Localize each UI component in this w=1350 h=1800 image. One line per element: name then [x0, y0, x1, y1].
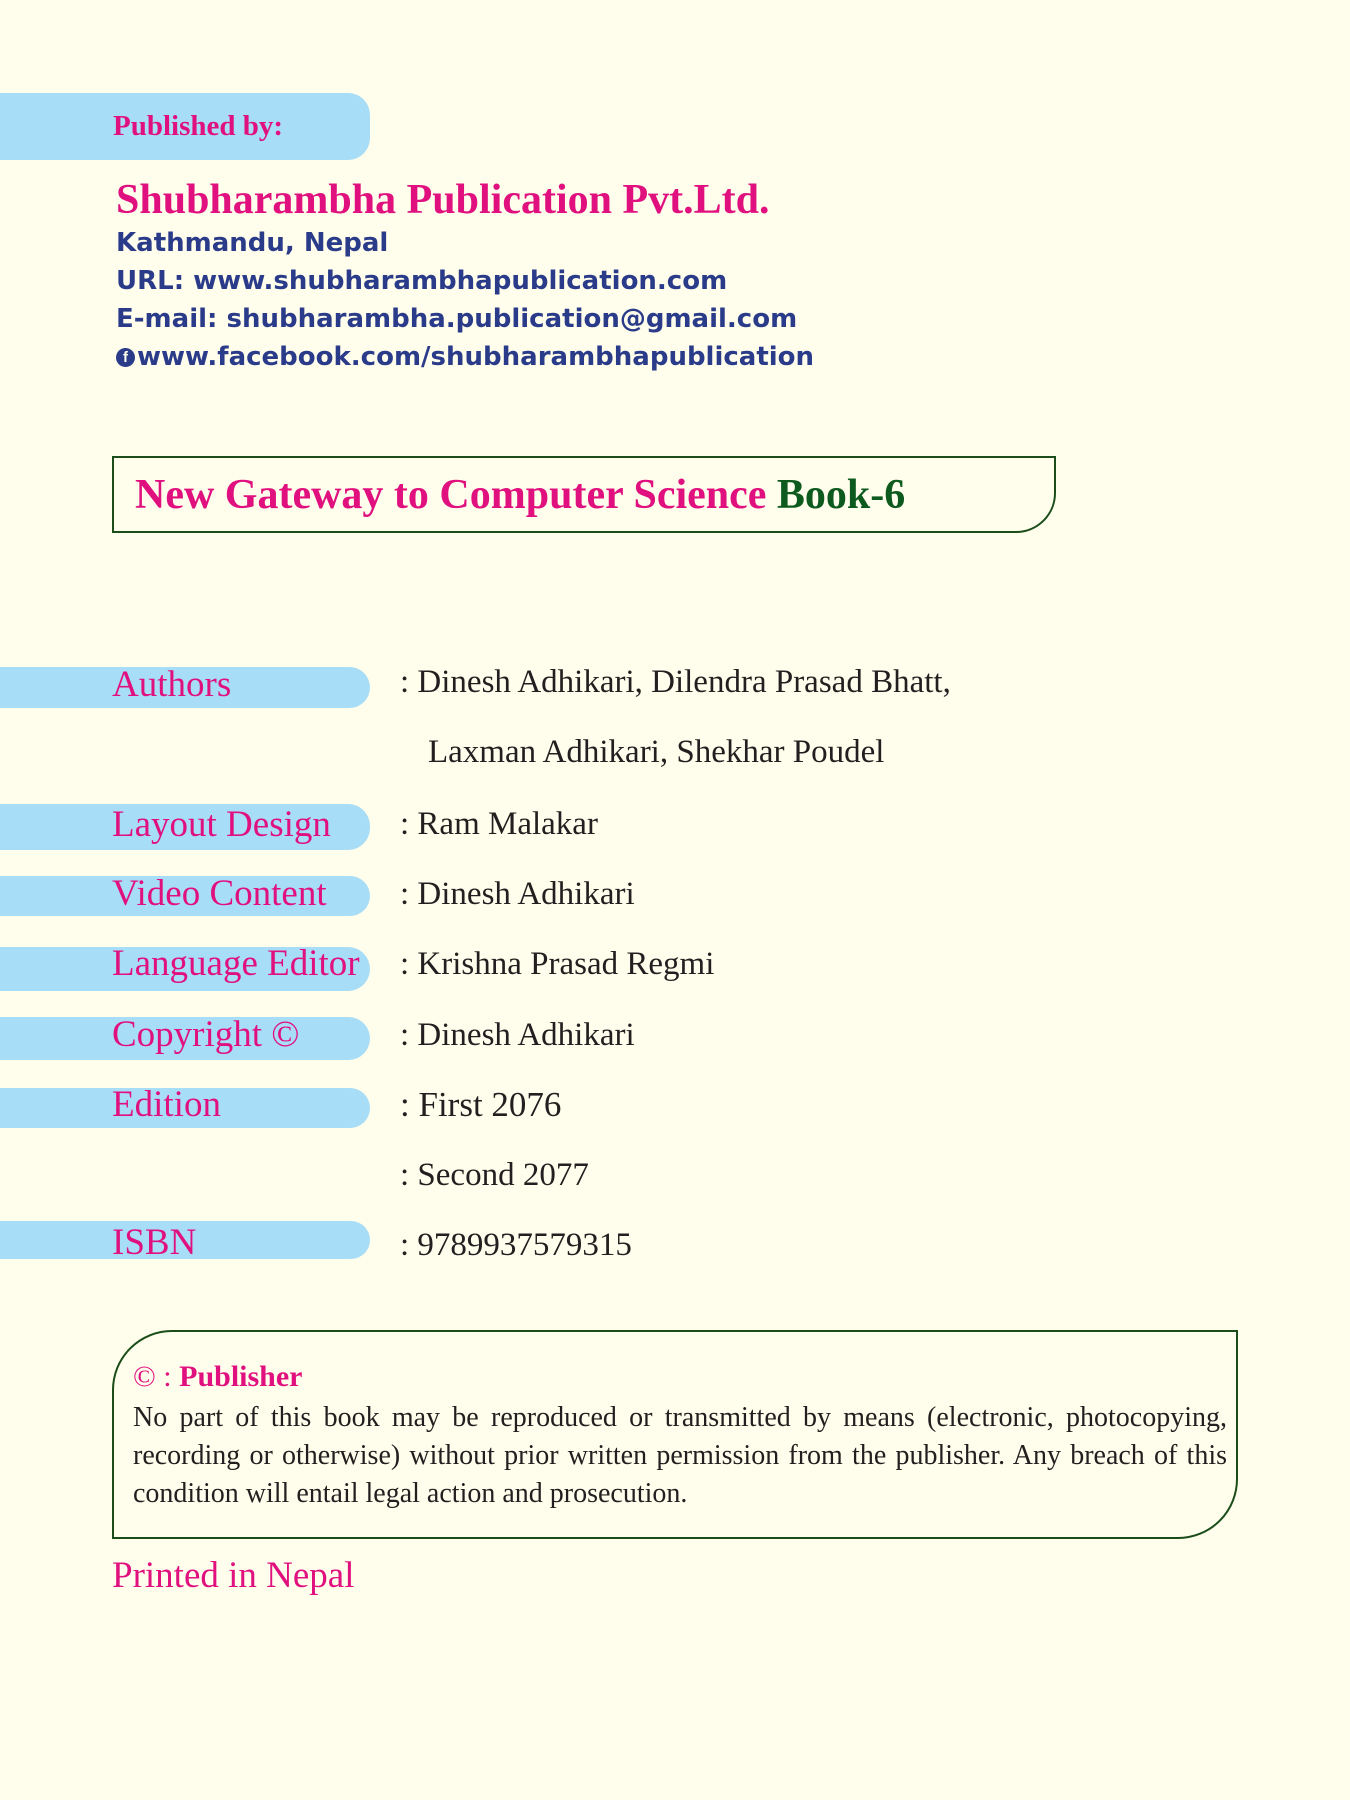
- video-content-value: : Dinesh Adhikari: [400, 876, 635, 912]
- publisher-facebook-line: [116, 342, 814, 372]
- layout-design-value: : Ram Malakar: [400, 806, 598, 842]
- authors-value-line1: : Dinesh Adhikari, Dilendra Prasad Bhatt,: [400, 664, 951, 700]
- publisher-facebook: www.facebook.com/shubharambhapublication: [137, 342, 815, 372]
- language-editor-label: Language Editor: [112, 943, 360, 984]
- edition-value-first: : First 2076: [400, 1085, 562, 1124]
- copyright-notice-text: No part of this book may be reproduced or transmitted by means (electronic, photocopying, recording or otherwise) without prior written permission from the publisher. Any breach of this condition will entail legal action and prosecution.: [133, 1402, 1227, 1509]
- authors-value-line2: Laxman Adhikari, Shekhar Poudel: [428, 734, 885, 770]
- published-by-label: Published by:: [113, 110, 284, 142]
- layout-design-label: Layout Design: [112, 804, 331, 845]
- publisher-email: E-mail: shubharambha.publication@gmail.com: [116, 304, 798, 334]
- publisher-name: Shubharambha Publication Pvt.Ltd.: [116, 177, 770, 223]
- edition-value-second: : Second 2077: [400, 1157, 589, 1193]
- isbn-label: ISBN: [112, 1222, 197, 1263]
- book-title: [135, 471, 905, 519]
- authors-label: Authors: [112, 664, 232, 705]
- video-content-label: Video Content: [112, 873, 327, 914]
- notice-heading-publisher: Publisher: [179, 1360, 303, 1393]
- printed-in-label: Printed in Nepal: [112, 1555, 355, 1596]
- copyright-label: Copyright ©: [112, 1014, 300, 1055]
- language-editor-value: : Krishna Prasad Regmi: [400, 946, 715, 982]
- book-number: Book-6: [776, 472, 906, 518]
- copyright-symbol: © :: [133, 1360, 172, 1393]
- edition-label: Edition: [112, 1084, 221, 1125]
- isbn-value: : 9789937579315: [400, 1227, 632, 1263]
- book-title-main: New Gateway to Computer Science: [135, 472, 767, 518]
- facebook-icon: f: [116, 348, 135, 367]
- copyright-value: : Dinesh Adhikari: [400, 1017, 635, 1053]
- publisher-location: Kathmandu, Nepal: [116, 228, 389, 258]
- copyright-notice-heading: [133, 1360, 303, 1394]
- publisher-url: URL: www.shubharambhapublication.com: [116, 266, 728, 296]
